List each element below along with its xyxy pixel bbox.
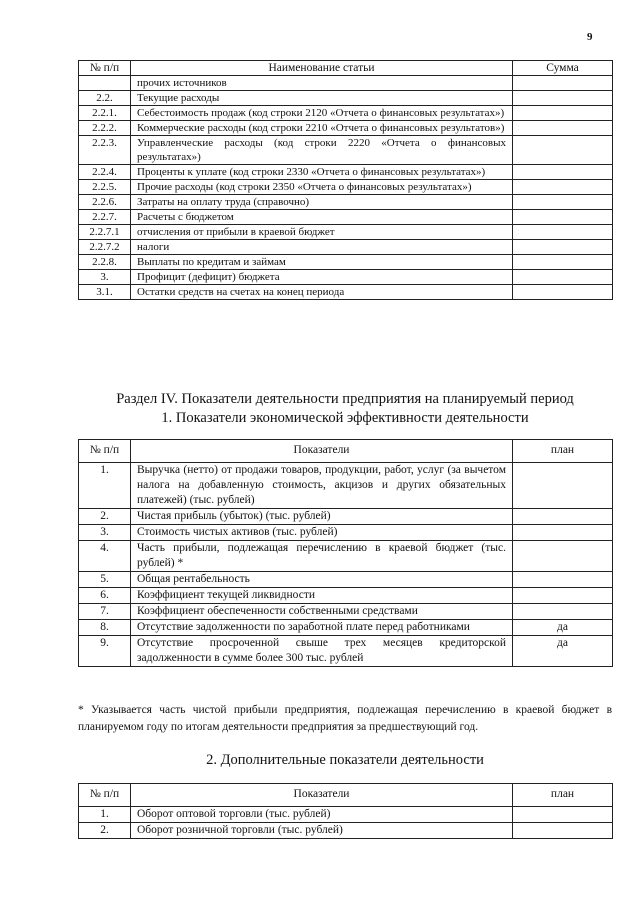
- table-row: [79, 136, 613, 165]
- row-name-cell: Отсутствие просроченной свыше трех месяцев кредиторской задолженности в сумме более 300 тыс. рублей: [131, 636, 513, 667]
- table-row: [79, 285, 613, 300]
- row-plan-cell: [513, 572, 613, 588]
- column-header-number: № п/п: [79, 784, 131, 807]
- budget-items-table: [78, 60, 613, 300]
- row-number-cell: 3.1.: [79, 285, 131, 300]
- row-name-cell: Управленческие расходы (код строки 2220 «Отчета о финансовых результатах»): [131, 136, 513, 165]
- row-sum-cell: [513, 225, 613, 240]
- row-name-cell: Себестоимость продаж (код строки 2120 «Отчета о финансовых результатах»): [131, 106, 513, 121]
- row-name-cell: Коэффициент обеспеченности собственными средствами: [131, 604, 513, 620]
- table-row: [79, 823, 613, 839]
- row-name-cell: Часть прибыли, подлежащая перечислению в краевой бюджет (тыс. рублей) *: [131, 541, 513, 572]
- row-name-cell: Расчеты с бюджетом: [131, 210, 513, 225]
- table-row: [79, 620, 613, 636]
- column-header-item-name: Наименование статьи: [131, 61, 513, 76]
- row-name-cell: Чистая прибыль (убыток) (тыс. рублей): [131, 509, 513, 525]
- row-number-cell: 2.2.2.: [79, 121, 131, 136]
- table-header-row: [79, 440, 613, 463]
- row-name-cell: Выручка (нетто) от продажи товаров, продукции, работ, услуг (за вычетом налога на добавленную стоимость, акцизов и других обязательных платежей) (тыс. рублей): [131, 463, 513, 509]
- row-name-cell: Затраты на оплату труда (справочно): [131, 195, 513, 210]
- table-row: [79, 636, 613, 667]
- row-number-cell: 2.: [79, 823, 131, 839]
- row-name-cell: Проценты к уплате (код строки 2330 «Отчета о финансовых результатах»): [131, 165, 513, 180]
- row-number-cell: 6.: [79, 588, 131, 604]
- table-row: [79, 106, 613, 121]
- table-row: [79, 588, 613, 604]
- row-plan-cell: да: [513, 636, 613, 667]
- table-row: [79, 463, 613, 509]
- table-row: [79, 121, 613, 136]
- row-number-cell: 2.2.7.1: [79, 225, 131, 240]
- row-sum-cell: [513, 180, 613, 195]
- row-sum-cell: [513, 255, 613, 270]
- row-number-cell: 2.: [79, 509, 131, 525]
- row-number-cell: 2.2.5.: [79, 180, 131, 195]
- row-name-cell: Стоимость чистых активов (тыс. рублей): [131, 525, 513, 541]
- row-sum-cell: [513, 106, 613, 121]
- row-number-cell: 9.: [79, 636, 131, 667]
- budget-items-body: [79, 76, 613, 300]
- column-header-plan: план: [513, 784, 613, 807]
- table-row: [79, 255, 613, 270]
- row-number-cell: 3.: [79, 525, 131, 541]
- table-row: [79, 240, 613, 255]
- column-header-indicators: Показатели: [131, 440, 513, 463]
- additional-indicators-body: [79, 807, 613, 839]
- row-number-cell: 2.2.1.: [79, 106, 131, 121]
- table-row: [79, 525, 613, 541]
- efficiency-indicators-body: [79, 463, 613, 667]
- row-sum-cell: [513, 165, 613, 180]
- column-header-indicators: Показатели: [131, 784, 513, 807]
- row-name-cell: Коммерческие расходы (код строки 2210 «Отчета о финансовых результатов»): [131, 121, 513, 136]
- column-header-plan: план: [513, 440, 613, 463]
- row-name-cell: Остатки средств на счетах на конец периода: [131, 285, 513, 300]
- table-row: [79, 195, 613, 210]
- row-plan-cell: [513, 541, 613, 572]
- row-name-cell: прочих источников: [131, 76, 513, 91]
- row-number-cell: [79, 76, 131, 91]
- table-row: [79, 225, 613, 240]
- row-plan-cell: [513, 823, 613, 839]
- table-row: [79, 165, 613, 180]
- row-sum-cell: [513, 210, 613, 225]
- row-sum-cell: [513, 285, 613, 300]
- row-plan-cell: [513, 604, 613, 620]
- table-row: [79, 76, 613, 91]
- row-number-cell: 4.: [79, 541, 131, 572]
- table-row: [79, 807, 613, 823]
- table-row: [79, 210, 613, 225]
- row-number-cell: 1.: [79, 807, 131, 823]
- row-number-cell: 1.: [79, 463, 131, 509]
- row-number-cell: 2.2.7.: [79, 210, 131, 225]
- table-header-row: [79, 784, 613, 807]
- column-header-sum: Сумма: [513, 61, 613, 76]
- row-plan-cell: [513, 525, 613, 541]
- footnote: * Указывается часть чистой прибыли предприятия, подлежащая перечислению в краевой бюджет в планируемом году по итогам деятельности предприятия за предшествующий год.: [78, 704, 612, 733]
- row-name-cell: Текущие расходы: [131, 91, 513, 106]
- table-row: [79, 541, 613, 572]
- row-number-cell: 2.2.: [79, 91, 131, 106]
- row-plan-cell: [513, 588, 613, 604]
- row-name-cell: Прочие расходы (код строки 2350 «Отчета о финансовых результатах»): [131, 180, 513, 195]
- row-sum-cell: [513, 91, 613, 106]
- additional-indicators-table: [78, 783, 613, 839]
- row-name-cell: налоги: [131, 240, 513, 255]
- row-number-cell: 2.2.6.: [79, 195, 131, 210]
- row-name-cell: Профицит (дефицит) бюджета: [131, 270, 513, 285]
- table-row: [79, 572, 613, 588]
- row-sum-cell: [513, 136, 613, 165]
- row-number-cell: 8.: [79, 620, 131, 636]
- row-name-cell: Оборот оптовой торговли (тыс. рублей): [131, 807, 513, 823]
- column-header-number: № п/п: [79, 61, 131, 76]
- table-row: [79, 91, 613, 106]
- row-number-cell: 2.2.8.: [79, 255, 131, 270]
- table-row: [79, 180, 613, 195]
- section-title: Раздел IV. Показатели деятельности предприятия на планируемый период: [116, 391, 574, 407]
- row-sum-cell: [513, 76, 613, 91]
- row-plan-cell: [513, 807, 613, 823]
- subsection-title-efficiency: 1. Показатели экономической эффективности деятельности: [161, 410, 529, 426]
- row-sum-cell: [513, 240, 613, 255]
- row-name-cell: Общая рентабельность: [131, 572, 513, 588]
- column-header-number: № п/п: [79, 440, 131, 463]
- row-number-cell: 3.: [79, 270, 131, 285]
- efficiency-indicators-table: [78, 439, 613, 667]
- row-sum-cell: [513, 270, 613, 285]
- row-sum-cell: [513, 195, 613, 210]
- row-number-cell: 2.2.4.: [79, 165, 131, 180]
- row-name-cell: отчисления от прибыли в краевой бюджет: [131, 225, 513, 240]
- row-name-cell: Выплаты по кредитам и займам: [131, 255, 513, 270]
- row-name-cell: Оборот розничной торговли (тыс. рублей): [131, 823, 513, 839]
- row-plan-cell: да: [513, 620, 613, 636]
- row-name-cell: Коэффициент текущей ликвидности: [131, 588, 513, 604]
- page-number: 9: [587, 31, 593, 43]
- row-number-cell: 5.: [79, 572, 131, 588]
- table-row: [79, 509, 613, 525]
- row-number-cell: 2.2.3.: [79, 136, 131, 165]
- table-header-row: [79, 61, 613, 76]
- row-plan-cell: [513, 509, 613, 525]
- table-row: [79, 270, 613, 285]
- row-name-cell: Отсутствие задолженности по заработной плате перед работниками: [131, 620, 513, 636]
- row-number-cell: 2.2.7.2: [79, 240, 131, 255]
- row-sum-cell: [513, 121, 613, 136]
- subsection-title-additional: 2. Дополнительные показатели деятельности: [206, 752, 484, 768]
- row-plan-cell: [513, 463, 613, 509]
- row-number-cell: 7.: [79, 604, 131, 620]
- table-row: [79, 604, 613, 620]
